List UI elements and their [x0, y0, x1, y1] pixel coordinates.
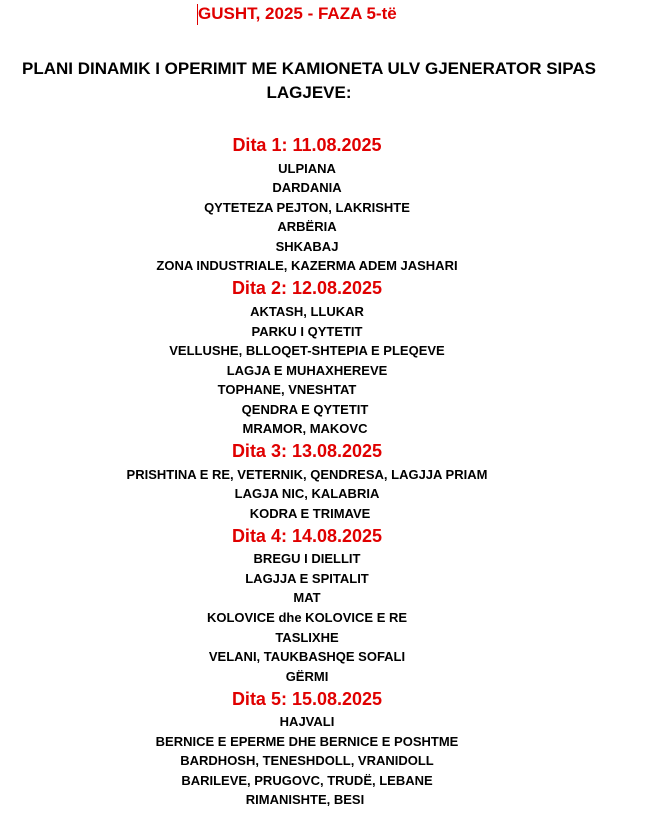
area-item: AKTASH, LLUKAR [250, 304, 364, 319]
area-item: ARBËRIA [277, 219, 337, 234]
area-item: BREGU I DIELLIT [253, 551, 361, 566]
area-item: VELLUSHE, BLLOQET-SHTEPIA E PLEQEVE [169, 343, 445, 358]
area-item: QYTETEZA PEJTON, LAKRISHTE [204, 200, 410, 215]
day-heading: Dita 1: 11.08.2025 [232, 135, 382, 155]
area-item: BERNICE E EPERME DHE BERNICE E POSHTME [155, 734, 459, 749]
document-title-line-1: PLANI DINAMIK I OPERIMIT ME KAMIONETA ULV GJENERATOR SIPAS [22, 59, 596, 78]
area-item: HAJVALI [279, 714, 335, 729]
area-item: TOPHANE, VNESHTAT [217, 382, 357, 397]
area-item: LAGJJA E SPITALIT [245, 571, 369, 586]
area-item: QENDRA E QYTETIT [241, 402, 369, 417]
area-item: ULPIANA [278, 161, 336, 176]
area-item: DARDANIA [272, 180, 342, 195]
document-title [0, 57, 618, 105]
area-item: PARKU I QYTETIT [251, 324, 363, 339]
area-item: KOLOVICE dhe KOLOVICE E RE [206, 610, 408, 625]
area-item: RIMANISHTE, BESI [245, 792, 365, 807]
area-item: ZONA INDUSTRIALE, KAZERMA ADEM JASHARI [156, 258, 458, 273]
area-item: KODRA E TRIMAVE [249, 506, 371, 521]
area-item: MAT [293, 590, 321, 605]
day-heading: Dita 4: 14.08.2025 [231, 526, 383, 546]
area-item: TASLIXHE [275, 630, 339, 645]
area-item: PRISHTINA E RE, VETERNIK, QENDRESA, LAGJJA PRIAM [126, 467, 488, 482]
area-item: SHKABAJ [275, 239, 339, 254]
area-item: MRAMOR, MAKOVC [242, 421, 368, 436]
area-item: GËRMI [285, 669, 329, 684]
document-header: GUSHT, 2025 - FAZA 5-të [198, 4, 397, 23]
day-heading: Dita 5: 15.08.2025 [231, 689, 383, 709]
document-title-line-2: LAGJEVE: [266, 83, 352, 102]
day-heading: Dita 2: 12.08.2025 [231, 278, 383, 298]
area-item: VELANI, TAUKBASHQE SOFALI [208, 649, 406, 664]
area-item: BARILEVE, PRUGOVC, TRUDË, LEBANE [181, 773, 433, 788]
area-item: LAGJA E MUHAXHEREVE [226, 363, 388, 378]
area-item: LAGJA NIC, KALABRIA [234, 486, 380, 501]
day-heading: Dita 3: 13.08.2025 [231, 441, 383, 461]
area-item: BARDHOSH, TENESHDOLL, VRANIDOLL [180, 753, 434, 768]
